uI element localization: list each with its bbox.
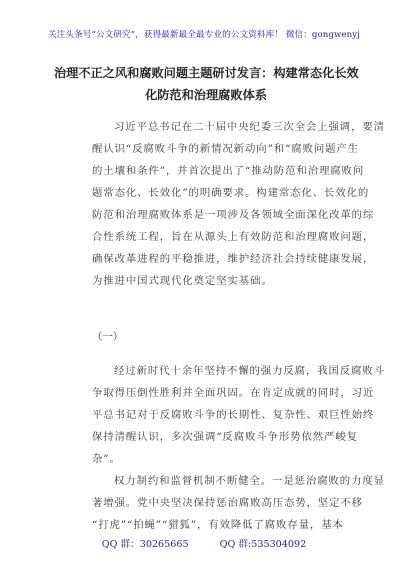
paragraph-intro bbox=[92, 116, 385, 292]
paragraph-line: 权力制约和监督机制不断健全。一是惩治腐败的力度显 bbox=[114, 475, 385, 487]
paragraph-supervision bbox=[92, 470, 385, 536]
paragraph-line: 的土壤和条件”，并首次提出了“推动防范和治理腐败问 bbox=[92, 165, 365, 177]
paragraph-line: 杂”。 bbox=[92, 453, 121, 465]
paragraph-line: 习近平总书记在二十届中央纪委三次全会上强调，要清 bbox=[114, 121, 385, 133]
paragraph-line: 题常态化、长效化”的明确要求。构建常态化、长效化的 bbox=[92, 187, 370, 199]
paragraph-line: 经过新时代十余年坚持不懈的强力反腐，我国反腐败斗 bbox=[114, 365, 385, 377]
section-heading: （一） bbox=[92, 331, 124, 343]
paragraph-line: 合性系统工程，旨在从源头上有效防范和治理腐败问题， bbox=[92, 231, 375, 243]
paragraph-line: 防范和治理腐败体系是一项涉及各领域全面深化改革的综 bbox=[92, 209, 375, 221]
document-title bbox=[54, 62, 358, 106]
paragraph-line: 确保改革进程的平稳推进，维护经济社会持续健康发展， bbox=[92, 253, 375, 265]
header-note: 关注头条号“公文研究”，获得最新最全最专业的公文资料库！ 微信：gongwenyj bbox=[47, 30, 361, 40]
paragraph-line: 保持清醒认识，多次强调“反腐败斗争形势依然严峻复 bbox=[92, 431, 358, 443]
paragraph-line: 争取得压倒性胜利并全面巩固。在肯定成就的同时，习近 bbox=[92, 387, 375, 399]
paragraph-line: 著增强。党中央坚决保持惩治腐败高压态势，坚定不移 bbox=[92, 497, 363, 509]
paragraph-line: 平总书记对于反腐败斗争的长期性、复杂性、艰巨性始终 bbox=[92, 409, 375, 421]
paragraph-line: 为推进中国式现代化奠定坚实基础。 bbox=[92, 275, 273, 287]
paragraph-line: “打虎”“拍蝇”“猎狐”，有效降低了腐败存量，基本 bbox=[92, 519, 344, 531]
footer-contacts bbox=[0, 536, 408, 550]
footer-qq-group-2: QQ 群:535304092 bbox=[219, 539, 307, 550]
footer-qq-group-1: QQ 群：30265665 bbox=[101, 539, 189, 550]
title-line: 治理不正之风和腐败问题主题研讨发言：构建常态化长效 bbox=[54, 66, 359, 80]
title-line: 化防范和治理腐败体系 bbox=[145, 88, 267, 102]
paragraph-achievements bbox=[92, 360, 385, 470]
paragraph-line: 醒认识“反腐败斗争的新情况新动向”和“腐败问题产生 bbox=[92, 143, 360, 155]
